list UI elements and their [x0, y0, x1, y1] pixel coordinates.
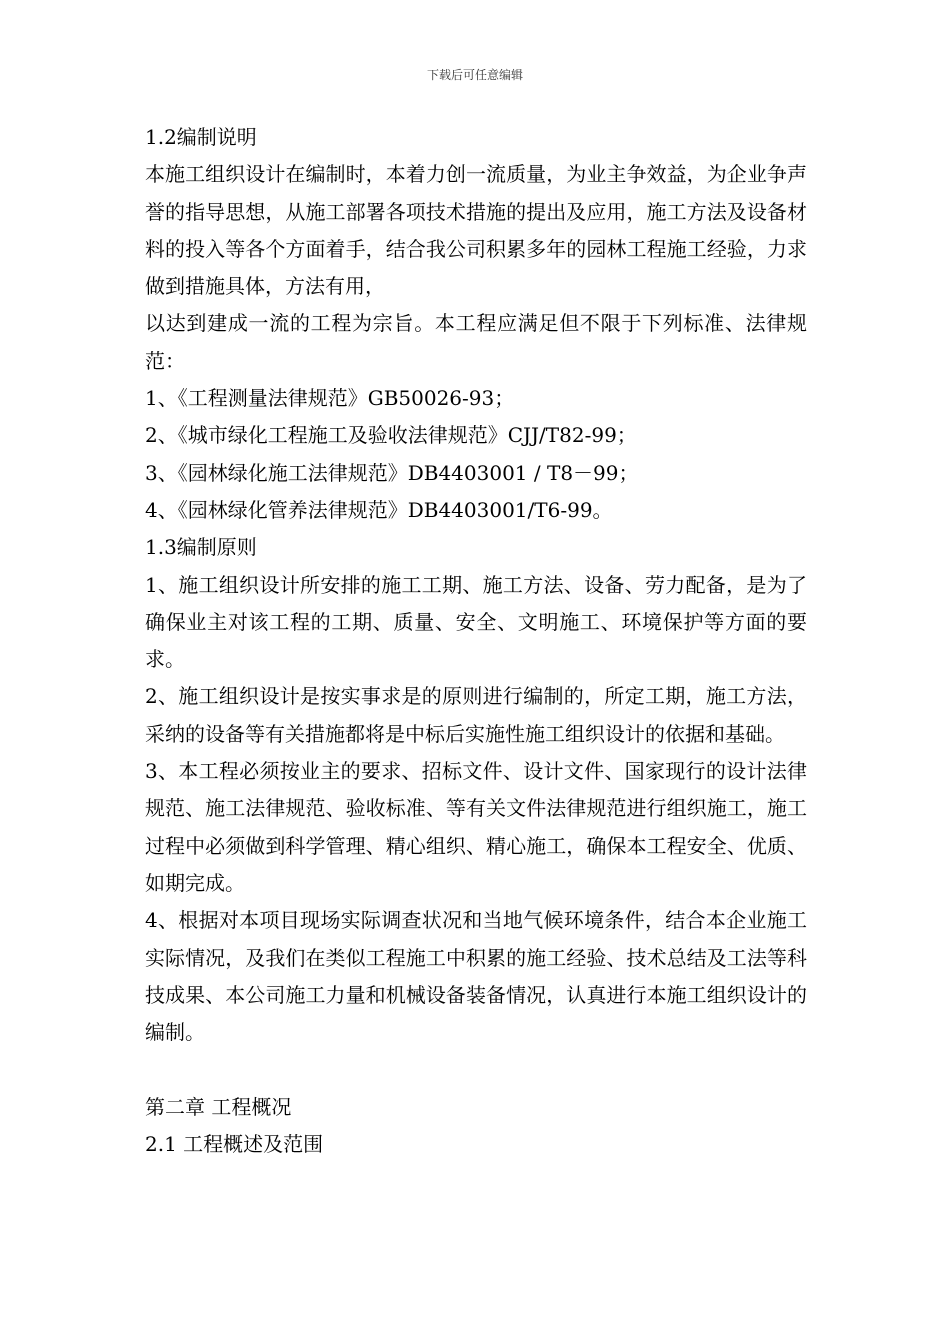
section-heading-1-2: 1.2编制说明: [145, 125, 257, 149]
sub-section-heading: 2.1 工程概述及范围: [145, 1132, 324, 1157]
standard-item: 2、《城市绿化工程施工及验收法律规范》CJJ/T82-99；: [145, 423, 637, 448]
principle-item: 2、施工组织设计是按实事求是的原则进行编制的，所定工期，施工方法，采纳的设备等有关措施都将是中标后实施性施工组织设计的依据和基础。: [145, 684, 807, 746]
section-1-2-intro: 本施工组织设计在编制时，本着力创一流质量，为业主争效益，为企业争声誉的指导思想，从施工部署各项技术措施的提出及应用，施工方法及设备材料的投入等各个方面着手，结合我公司积累多年的园林工程施工经验，力求做到措施具体，方法有用，: [145, 162, 807, 299]
blank-line: [145, 1051, 807, 1088]
standard-item: 1、《工程测量法律规范》GB50026-93；: [145, 386, 515, 411]
principle-item: 3、本工程必须按业主的要求、招标文件、设计文件、国家现行的设计法律规范、施工法律规范、验收标准、等有关文件法律规范进行组织施工，施工过程中必须做到科学管理、精心组织、精心施工，确保本工程安全、优质、如期完成。: [145, 759, 807, 895]
section-1-2-intro-continued: 以达到建成一流的工程为宗旨。本工程应满足但不限于下列标准、法律规范：: [145, 311, 807, 373]
standard-item: 3、《园林绿化施工法律规范》DB4403001 / T8－99；: [145, 460, 639, 485]
standard-item: 4、《园林绿化管养法律规范》DB4403001/T6-99。: [145, 497, 613, 522]
page-header-note: 下载后可任意编辑: [426, 68, 523, 82]
principle-item: 4、根据对本项目现场实际调查状况和当地气候环境条件，结合本企业施工实际情况，及我们在类似工程施工中积累的施工经验、技术总结及工法等科技成果、本公司施工力量和机械设备装备情况，认真进行本施工组织设计的编制。: [145, 908, 807, 1045]
principle-item: 1、施工组织设计所安排的施工工期、施工方法、设备、劳力配备，是为了确保业主对该工程的工期、质量、安全、文明施工、环境保护等方面的要求。: [145, 572, 807, 672]
document-body: [145, 119, 807, 1163]
section-heading-1-3: 1.3编制原则: [145, 535, 257, 560]
chapter-heading: 第二章 工程概况: [145, 1094, 292, 1119]
